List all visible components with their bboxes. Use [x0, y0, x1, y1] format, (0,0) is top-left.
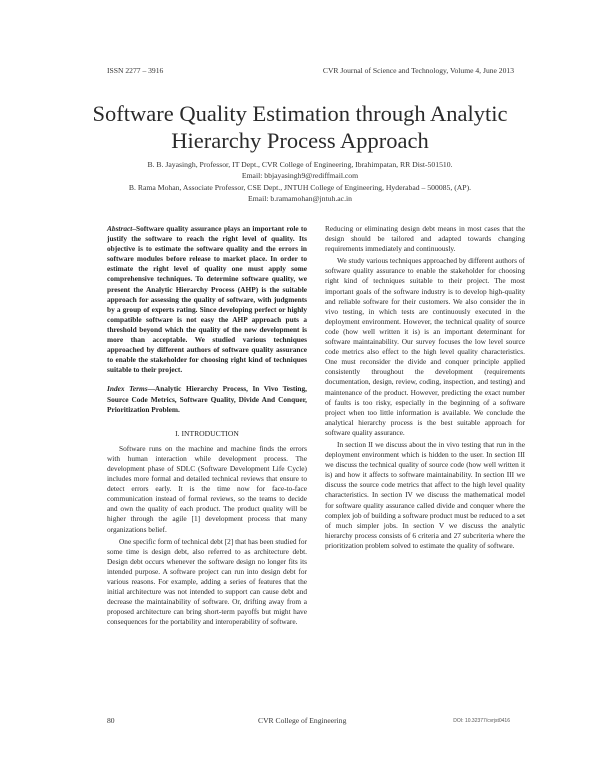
issn-header: ISSN 2277 – 3916 — [107, 66, 164, 75]
left-column — [107, 224, 307, 627]
index-terms — [107, 384, 307, 414]
journal-header: CVR Journal of Science and Technology, Volume 4, June 2013 — [322, 66, 514, 75]
footer-doi: DOI: 10.32377/cvrjst0416 — [453, 718, 510, 724]
paragraph: Software runs on the machine and machine finds the errors with human interaction while development process. The development phase of SDLC (Software Development Life Cycle) includes more formal and detailed technical reviews that ensure to detect errors early. It is the time now for face-to-face communication instead of formal reviews, so the teams to decide and own the quality of each product. The product quality will be higher through the agile [1] development process that many organizations belief. — [107, 443, 307, 534]
paper-title: Software Quality Estimation through Analytic Hierarchy Process Approach — [92, 101, 508, 153]
paragraph: We study various techniques approached by different authors of software quality assurance to enable the stakeholder for choosing right kind of techniques suitable to their project. The most important goals of the software industry is to develop high-quality and reliable software for their customers. We also consider the in vivo testing, in which tests are continuously executed in the deployment environment. However, the technical quality of source code (how well written it is) is an important determinant for software maintainability. Our survey focuses the low level source code metrics also effect to the high level quality characteristics. One must reconsider the divide and conquer principle applied consistently throughout the development (requirements documentation, design, review, coding, inspection, and testing) and maintenance of the product. However, predicting the exact number of faults is too risky, especially in the beginning of a software project when too little information is available. We conclude the analytical hierarchy process is the best suitable approach for software quality assurance. — [325, 256, 525, 437]
author-1: B. B. Jayasingh, Professor, IT Dept., CVR College of Engineering, Ibrahimpatan, RR Dist-501510. — [147, 160, 453, 169]
author-1-email: Email: bbjayasingh9@rediffmail.com — [241, 171, 359, 180]
footer-college: CVR College of Engineering — [258, 716, 347, 725]
page-number: 80 — [107, 716, 115, 725]
author-2: B. Rama Mohan, Associate Professor, CSE Dept., JNTUH College of Engineering, Hyderabad – 500085, (AP). — [128, 183, 472, 192]
abstract — [107, 224, 307, 375]
right-column — [325, 224, 525, 551]
paragraph: In section II we discuss about the in vivo testing that run in the deployment environment which is hidden to the user. In section III we discuss the technical quality of source code (how well written it is) and how it affects to software maintainability. In section III we discuss the source code metrics that affect to the high level quality characteristics. In section IV we discuss the mathematical model for software quality assurance called divide and conquer where the complex job of building a software product must be reduced to a set of much simpler jobs. In section V we discuss the analytic hierarchy process consists of 6 criteria and 27 subcriteria where the prioritization problem solved to estimate the quality of software. — [325, 439, 525, 550]
abstract-label: Abstract — [107, 224, 133, 233]
abstract-text: –Software quality assurance plays an important role to justify the software to reach the right level of quality. Its objective is to estimate the software quality and the errors in software modules before release to market place. In order to estimate the right level of quality one must apply some comprehensive techniques. To determine software quality, we present the Analytic Hierarchy Process (AHP) is the suitable approach for assessing the quality of software, with judgments by a group of experts rating. Since developing perfect or highly compatible software is not easy the AHP approach puts a threshold beyond which the quality of the new development is more than acceptable. We studied various techniques approached by different authors of software quality assurance to enable the stakeholder for choosing right kind of techniques suitable to their project. — [107, 224, 307, 375]
index-terms-label: Index Terms — [107, 384, 148, 394]
paragraph: One specific form of technical debt [2] that has been studied for some time is design debt, also referred to as architecture debt. Design debt occurs whenever the software design no longer fits its intended purpose. A software project can run into design debt for various reasons. For example, adding a series of features that the initial architecture was not intended to support can cause debt and decrease the maintainability of software. Or, drifting away from a proposed architecture can bring short-term payoffs but might have consequences for the portability and interoperability of software. — [107, 536, 307, 627]
paragraph: Reducing or eliminating design debt means in most cases that the design should be tailored and adapted towards changing requirements immediately and continuously. — [325, 224, 525, 254]
index-terms-text: —Analytic Hierarchy Process, In Vivo Testing, Source Code Metrics, Software Quality, Divide And Conquer, Prioritization Problem. — [107, 384, 307, 414]
section-heading-introduction: I. INTRODUCTION — [175, 428, 239, 438]
author-2-email: Email: b.ramamohan@jntuh.ac.in — [248, 194, 352, 203]
